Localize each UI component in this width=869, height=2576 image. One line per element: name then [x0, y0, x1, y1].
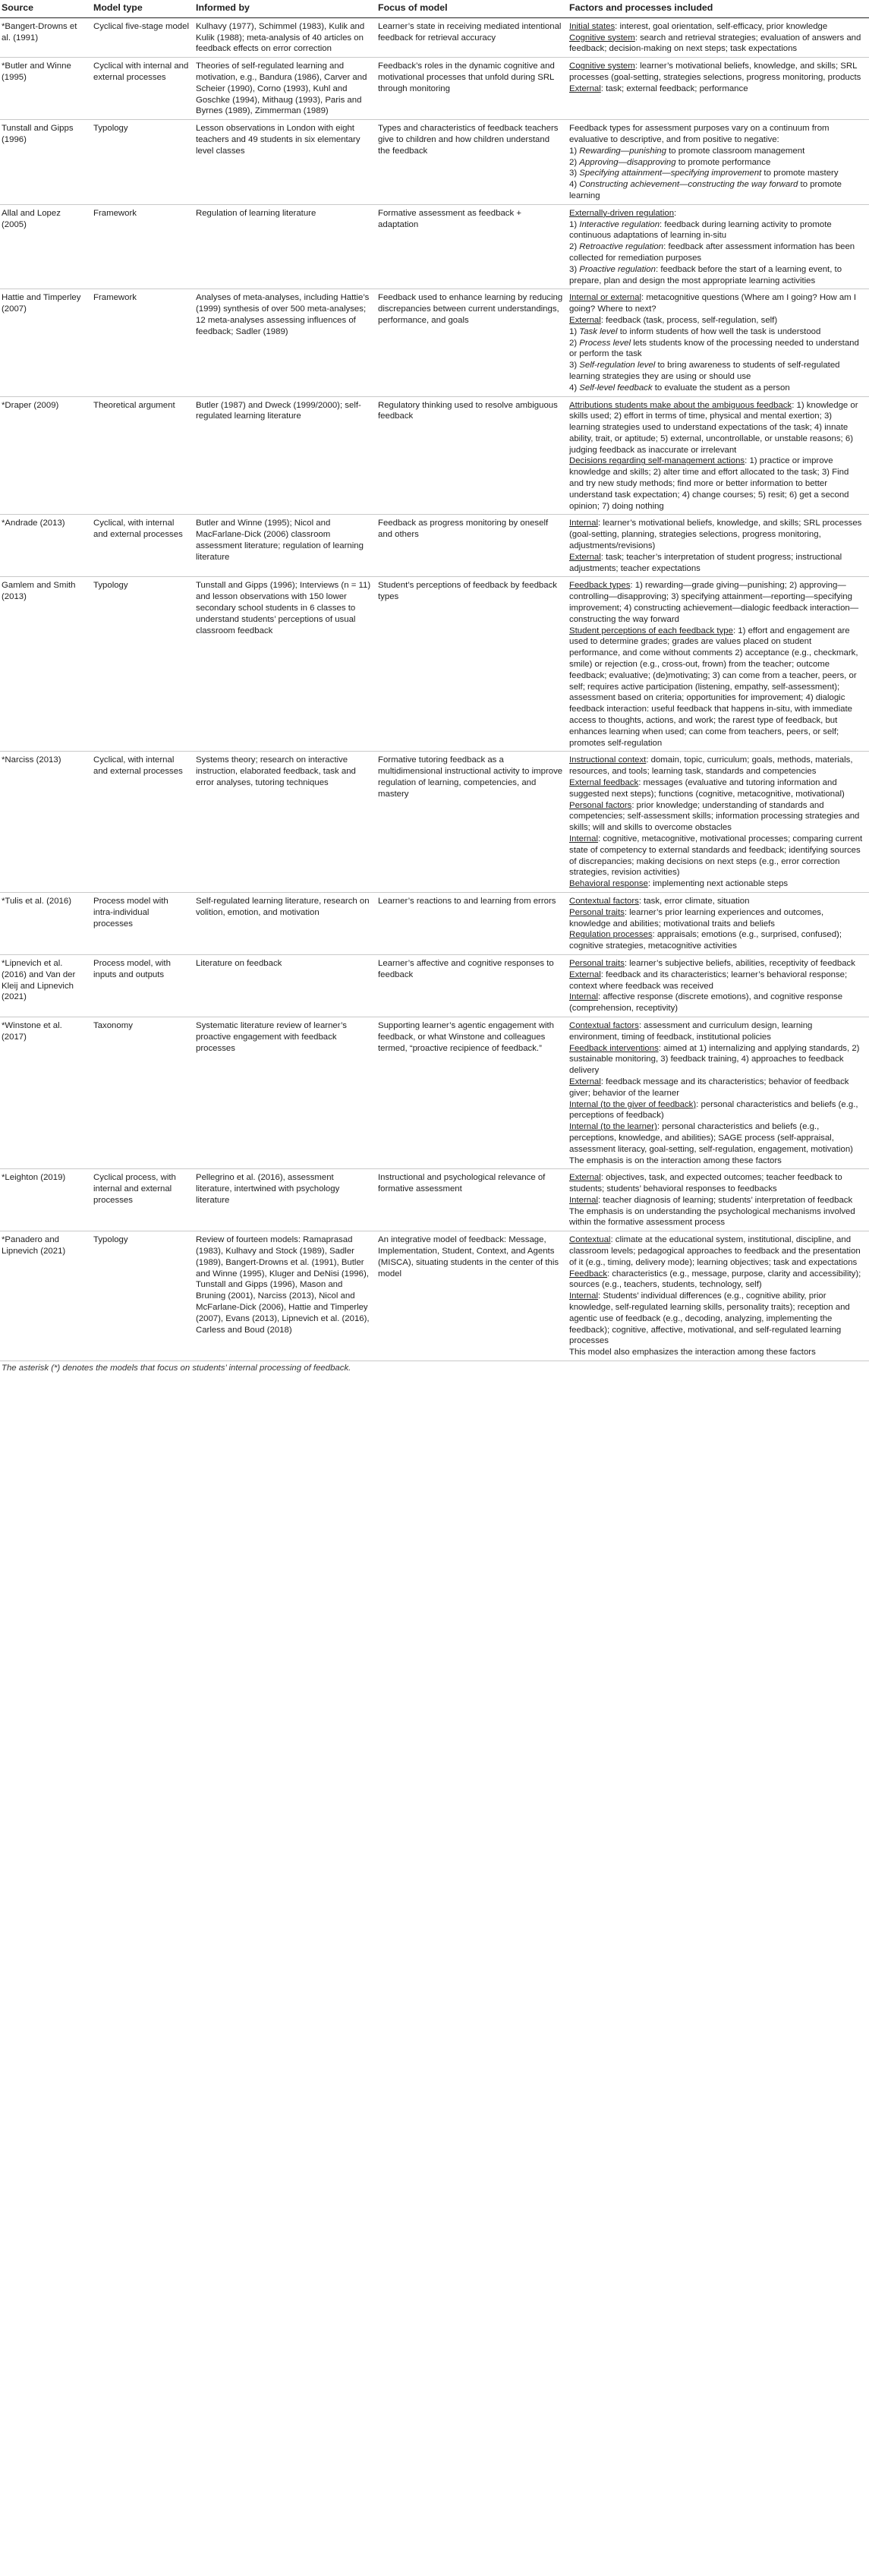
cell-source: *Narciss (2013)	[0, 752, 92, 893]
cell-source: *Leighton (2019)	[0, 1169, 92, 1231]
factor-text: to promote learning	[569, 180, 842, 200]
factor-heading: External	[569, 315, 601, 325]
cell-factors	[568, 1169, 869, 1231]
cell-informed-by: Systems theory; research on interactive instruction, elaborated feedback, task and error analyses, tutoring techniques	[194, 752, 376, 893]
factor-paragraph	[569, 1291, 864, 1347]
factor-text: 2)	[569, 338, 580, 348]
factor-heading: Contextual	[569, 1235, 611, 1245]
cell-source: *Andrade (2013)	[0, 515, 92, 577]
cell-informed-by: Literature on feedback	[194, 954, 376, 1017]
factor-heading: Personal traits	[569, 958, 625, 968]
cell-informed-by: Lesson observations in London with eight teachers and 49 students in six elementary level classes	[194, 120, 376, 205]
table-row	[0, 752, 869, 893]
factor-heading: Cognitive system	[569, 61, 635, 71]
factor-paragraph	[569, 518, 864, 551]
header-model-type: Model type	[92, 0, 194, 17]
cell-source: *Panadero and Lipnevich (2021)	[0, 1231, 92, 1361]
cell-focus: Regulatory thinking used to resolve ambiguous feedback	[376, 396, 568, 515]
factor-text: : metacognitive questions (Where am I going? How am I going? Where to next?	[569, 293, 856, 314]
cell-model-type: Process model with intra-individual processes	[92, 892, 194, 954]
cell-factors	[568, 17, 869, 57]
factor-text: This model also emphasizes the interaction among these factors	[569, 1348, 816, 1357]
factor-text: : assessment and curriculum design, learning environment, timing of feedback, institutional policies	[569, 1020, 813, 1042]
factor-paragraph	[569, 1043, 864, 1077]
factor-paragraph	[569, 241, 864, 264]
factor-paragraph	[569, 970, 864, 992]
cell-informed-by: Butler (1987) and Dweck (1999/2000); self-regulated learning literature	[194, 396, 376, 515]
factor-term: Retroactive regulation	[579, 242, 664, 252]
factor-paragraph	[569, 1172, 864, 1195]
factor-paragraph	[569, 1347, 864, 1358]
factor-heading: Feedback interventions	[569, 1043, 659, 1053]
factor-paragraph	[569, 61, 864, 84]
cell-informed-by: Butler and Winne (1995); Nicol and MacFarlane-Dick (2006) classroom assessment literature; regulation of learning literature	[194, 515, 376, 577]
cell-focus: Types and characteristics of feedback teachers give to children and how children understand the feedback	[376, 120, 568, 205]
factor-term: Task level	[579, 326, 618, 336]
cell-focus: Feedback as progress monitoring by oneself and others	[376, 515, 568, 577]
cell-model-type: Cyclical with internal and external processes	[92, 58, 194, 120]
factor-paragraph	[569, 1269, 864, 1291]
factor-text: Feedback types for assessment purposes vary on a continuum from evaluative to descriptive, and from positive to negative:	[569, 124, 830, 144]
table-row	[0, 892, 869, 954]
factor-text: : feedback after assessment information has been collected for remediation purposes	[569, 242, 855, 263]
cell-source: Allal and Lopez (2005)	[0, 204, 92, 289]
cell-source: *Butler and Winne (1995)	[0, 58, 92, 120]
factor-paragraph	[569, 84, 864, 95]
factor-text: to promote performance	[675, 157, 771, 167]
factor-text: : 1) rewarding—grade giving—punishing; 2) approving—controlling—disapproving; 3) specifying attainment—reporting—specifying improvement; 4) constructing achievement—dialogic feedback interaction—constructing the way forward	[569, 581, 859, 624]
factor-text: to inform students of how well the task is understood	[617, 326, 821, 336]
factor-paragraph	[569, 383, 864, 394]
factor-paragraph	[569, 33, 864, 55]
cell-informed-by: Analyses of meta-analyses, including Hattie’s (1999) synthesis of over 500 meta-analyses; 12 meta-analyses assessing influences of feedback; Sadler (1989)	[194, 289, 376, 396]
cell-model-type: Theoretical argument	[92, 396, 194, 515]
factor-heading: Internal	[569, 834, 598, 843]
factor-term: Process level	[579, 338, 631, 348]
factor-heading: Decisions regarding self-management actions	[569, 456, 745, 466]
factor-paragraph	[569, 1077, 864, 1099]
cell-model-type: Typology	[92, 577, 194, 752]
factor-heading: Contextual factors	[569, 896, 639, 906]
factor-paragraph	[569, 264, 864, 287]
factor-heading: Internal	[569, 1291, 598, 1301]
factor-term: Proactive regulation	[579, 264, 656, 274]
cell-factors	[568, 58, 869, 120]
factor-paragraph	[569, 958, 864, 970]
factor-heading: Internal (to the giver of feedback)	[569, 1099, 697, 1109]
factor-heading: Regulation processes	[569, 930, 653, 940]
cell-model-type: Typology	[92, 120, 194, 205]
header-source: Source	[0, 0, 92, 17]
factor-heading: Externally-driven regulation	[569, 208, 675, 218]
factor-text: : objectives, task, and expected outcomes; teacher feedback to students; students’ behavioral responses to feedbacks	[569, 1173, 842, 1194]
factor-text: : 1) practice or improve knowledge and skills; 2) alter time and effort allocated to the task; 3) Find and try new study methods; find more or better information to better understand task expectation; 4) change courses; 5) resit; 6) get a second opinion; 7) doing nothing	[569, 456, 849, 511]
cell-focus: Learner’s reactions to and learning from errors	[376, 892, 568, 954]
factor-text: 1)	[569, 326, 580, 336]
factor-text: :	[674, 208, 677, 218]
factor-term: Self-regulation level	[579, 361, 656, 370]
header-row	[0, 0, 869, 17]
factor-text: : 1) effort and engagement are used to determine grades; grades are values placed on student performance, and come without comments 2) acceptance (e.g., checkmark, smile) or rejection (e.g., cross-out, frown) from the teacher; outcome feedback; evaluative; (de)motivating; 3) can come from a teacher, peers, or self; requires active participation (listening, empathy, self-assessment); assessment based on criteria; opportunities for improvement; 4) dialogic feedback interaction: useful feedback that happens in-situ, with immediate access to thoughts, actions, and work; the rarest type of feedback, but enhances learning when used; can come from teachers, peers, or self; promotes self-regulation	[569, 626, 858, 748]
cell-source: *Tulis et al. (2016)	[0, 892, 92, 954]
factor-heading: Feedback	[569, 1269, 608, 1279]
factor-paragraph	[569, 315, 864, 326]
factor-text: : personal characteristics and beliefs (e.g., perceptions, knowledge, and abilities); SAGE process (self-appraisal, assessment literacy, goal-setting, self-regulation, engagement, motivation)	[569, 1122, 853, 1154]
factor-heading: Internal (to the learner)	[569, 1122, 657, 1132]
table-footnote: The asterisk (*) denotes the models that focus on students’ internal processing of feedback.	[2, 1364, 351, 1373]
factor-paragraph	[569, 755, 864, 777]
factor-paragraph	[569, 208, 864, 219]
factor-text: : search and retrieval strategies; evaluation of answers and feedback; decision-making on next steps; task expectations	[569, 33, 861, 54]
factor-paragraph	[569, 1234, 864, 1268]
factor-text: : domain, topic, curriculum; goals, methods, materials, resources, and tools; learning task, standards and competencies	[569, 755, 853, 777]
cell-informed-by: Review of fourteen models: Ramaprasad (1983), Kulhavy and Stock (1989), Sadler (1989), Bangert-Drowns et al. (1991), Butler and Winne (1995), Kluger and DeNisi (1996), Tunstall and Gipps (1996), Mason and Bruning (2001), Narciss (2013), Nicol and McFarlane-Dick (2006), Hattie and Timperley (2007), Evans (2013), Lipnevich et al. (2016), Carless and Boud (2018)	[194, 1231, 376, 1361]
cell-source: *Lipnevich et al. (2016) and Van der Kleij and Lipnevich (2021)	[0, 954, 92, 1017]
cell-focus: An integrative model of feedback: Message, Implementation, Student, Context, and Agents (MISCA), situating students in the center of this model	[376, 1231, 568, 1361]
cell-factors	[568, 892, 869, 954]
cell-source: Hattie and Timperley (2007)	[0, 289, 92, 396]
factor-text: to promote classroom management	[666, 146, 805, 156]
factor-heading: Internal	[569, 992, 598, 1002]
factor-text: : learner’s motivational beliefs, knowledge, and skills; SRL processes (goal-setting, strategies selections, progress monitoring, products	[569, 61, 861, 82]
factor-paragraph	[569, 878, 864, 890]
factor-text: : task, error climate, situation	[638, 896, 750, 906]
header-informed-by: Informed by	[194, 0, 376, 17]
table-row	[0, 515, 869, 577]
factor-heading: Internal	[569, 1195, 598, 1205]
factor-text: to promote mastery	[761, 169, 839, 178]
factor-heading: Internal	[569, 519, 598, 528]
factor-paragraph	[569, 360, 864, 383]
factor-heading: Student perceptions of each feedback type	[569, 626, 733, 635]
factor-paragraph	[569, 1156, 864, 1167]
factor-text: : appraisals; emotions (e.g., surprised, confused); cognitive strategies, metacognitive activities	[569, 930, 842, 951]
factor-paragraph	[569, 338, 864, 361]
factor-paragraph	[569, 219, 864, 242]
factor-heading: External	[569, 1077, 601, 1086]
factor-text: 3)	[569, 169, 580, 178]
cell-focus: Formative tutoring feedback as a multidimensional instructional activity to improve regulation of learning, competencies, and mastery	[376, 752, 568, 893]
cell-factors	[568, 752, 869, 893]
factor-heading: Behavioral response	[569, 879, 648, 889]
cell-informed-by: Self-regulated learning literature, research on volition, emotion, and motivation	[194, 892, 376, 954]
factor-text: : interest, goal orientation, self-efficacy, prior knowledge	[615, 21, 828, 31]
cell-informed-by: Tunstall and Gipps (1996); Interviews (n = 11) and lesson observations with 150 lower secondary school students in 6 classes to understand students’ perceptions of usual classroom feedback	[194, 577, 376, 752]
factor-text: : task; external feedback; performance	[600, 84, 748, 93]
factor-text: : cognitive, metacognitive, motivational processes; comparing current state of competency to external standards and feedback; identifying sources of discrepancies; making decisions on next steps (e.g., error correction strategies, revision activities)	[569, 834, 863, 878]
cell-model-type: Framework	[92, 289, 194, 396]
cell-model-type: Cyclical, with internal and external processes	[92, 515, 194, 577]
factor-text: lets students know of the processing needed to understand or perform the task	[569, 338, 859, 359]
cell-focus: Formative assessment as feedback + adaptation	[376, 204, 568, 289]
cell-informed-by: Regulation of learning literature	[194, 204, 376, 289]
factor-heading: Attributions students make about the ambiguous feedback	[569, 400, 792, 410]
factor-paragraph	[569, 929, 864, 952]
cell-factors	[568, 954, 869, 1017]
cell-focus: Instructional and psychological relevance of formative assessment	[376, 1169, 568, 1231]
header-factors: Factors and processes included	[568, 0, 869, 17]
factor-paragraph	[569, 1121, 864, 1155]
factor-text: : task; teacher’s interpretation of student progress; instructional adjustments; teacher expectations	[569, 552, 842, 573]
factor-text: : affective response (discrete emotions), and cognitive response (comprehension, receptivity)	[569, 992, 843, 1014]
cell-source: Gamlem and Smith (2013)	[0, 577, 92, 752]
factor-term: Constructing achievement—constructing the way forward	[579, 180, 798, 190]
factor-text: : implementing next actionable steps	[647, 879, 789, 889]
factor-heading: External	[569, 84, 601, 93]
cell-model-type: Cyclical five-stage model	[92, 17, 194, 57]
cell-model-type: Process model, with inputs and outputs	[92, 954, 194, 1017]
cell-focus: Supporting learner’s agentic engagement with feedback, or what Winstone and colleagues termed, “proactive recipience of feedback.”	[376, 1017, 568, 1168]
cell-factors	[568, 120, 869, 205]
factor-term: Approving—disapproving	[579, 157, 676, 167]
factor-paragraph	[569, 123, 864, 146]
factor-text: : learner’s subjective beliefs, abilities, receptivity of feedback	[624, 958, 855, 968]
factor-paragraph	[569, 1099, 864, 1122]
cell-informed-by: Kulhavy (1977), Schimmel (1983), Kulik and Kulik (1988); meta-analysis of 40 articles on feedback effects on error correction	[194, 17, 376, 57]
factor-paragraph	[569, 146, 864, 157]
factor-text: to evaluate the student as a person	[652, 383, 790, 393]
factor-text: 4)	[569, 180, 580, 190]
factor-text: to bring awareness to students of self-regulated learning strategies they are using or should use	[569, 361, 840, 381]
cell-informed-by: Theories of self-regulated learning and motivation, e.g., Bandura (1986), Carver and Scheier (1990), Corno (1993), Kuhl and Goschke (1994), Mithaug (1993), Paris and Byrnes (1989), Zimmerman (1989)	[194, 58, 376, 120]
factor-text: : feedback message and its characteristics; behavior of feedback giver; behavior of the learner	[569, 1077, 849, 1098]
cell-source: Tunstall and Gipps (1996)	[0, 120, 92, 205]
factor-text: : prior knowledge; understanding of standards and competencies; self-assessment skills; information processing strategies and skills; will and skills to overcome obstacles	[569, 800, 860, 833]
table-row	[0, 120, 869, 205]
factor-text: : personal characteristics and beliefs (e.g., perceptions of feedback)	[569, 1099, 858, 1121]
factor-paragraph	[569, 1206, 864, 1229]
factor-paragraph	[569, 1195, 864, 1206]
table-row	[0, 58, 869, 120]
cell-informed-by: Pellegrino et al. (2016), assessment literature, intertwined with psychology literature	[194, 1169, 376, 1231]
factor-text: 2)	[569, 242, 580, 252]
factor-heading: Instructional context	[569, 755, 647, 765]
factor-term: Rewarding—punishing	[579, 146, 666, 156]
factor-text: : 1) knowledge or skills used; 2) effort in terms of time, physical and mental exertion; 3) learning strategies used to understand expectations of the task; 4) innate ability, trait, or aptitude; 5) external, uncontrollable, or unstable reasons; 6) judging feedback as inaccurate or irrelevant	[569, 400, 858, 455]
cell-factors	[568, 204, 869, 289]
cell-source: *Draper (2009)	[0, 396, 92, 515]
factor-heading: Personal traits	[569, 907, 625, 917]
cell-model-type: Cyclical process, with internal and external processes	[92, 1169, 194, 1231]
cell-focus: Feedback used to enhance learning by reducing discrepancies between current understandings, performance, and goals	[376, 289, 568, 396]
cell-factors	[568, 396, 869, 515]
factor-paragraph	[569, 326, 864, 338]
cell-model-type: Taxonomy	[92, 1017, 194, 1168]
cell-informed-by: Systematic literature review of learner’s proactive engagement with feedback processes	[194, 1017, 376, 1168]
cell-focus: Learner’s state in receiving mediated intentional feedback for retrieval accuracy	[376, 17, 568, 57]
cell-model-type: Framework	[92, 204, 194, 289]
factor-paragraph	[569, 834, 864, 878]
header-focus: Focus of model	[376, 0, 568, 17]
factor-paragraph	[569, 157, 864, 169]
factor-text: 1)	[569, 146, 580, 156]
factor-text: 3)	[569, 361, 580, 370]
factor-heading: External	[569, 1173, 601, 1183]
table-row	[0, 1017, 869, 1168]
cell-focus: Feedback’s roles in the dynamic cognitive and motivational processes that unfold during SRL through monitoring	[376, 58, 568, 120]
factor-paragraph	[569, 179, 864, 202]
factor-paragraph	[569, 21, 864, 33]
factor-heading: Internal or external	[569, 293, 641, 303]
cell-source: *Winstone et al. (2017)	[0, 1017, 92, 1168]
factor-heading: External feedback	[569, 778, 639, 787]
cell-factors	[568, 515, 869, 577]
factor-paragraph	[569, 168, 864, 179]
table-row	[0, 1231, 869, 1361]
factor-paragraph	[569, 896, 864, 907]
factor-text: : feedback during learning activity to promote continuous adaptations of learning in-situ	[569, 219, 832, 241]
table-row	[0, 1169, 869, 1231]
factor-paragraph	[569, 456, 864, 512]
factor-text: : feedback and its characteristics; learner’s behavioral response; context where feedback was received	[569, 970, 848, 991]
factor-text: : learner’s motivational beliefs, knowledge, and skills; SRL processes (goal-setting, planning, strategies selections, progress monitoring, adjustments/revisions)	[569, 519, 862, 551]
factor-text: The emphasis is on understanding the psychological mechanisms involved within the formative assessment process	[569, 1206, 855, 1228]
cell-factors	[568, 289, 869, 396]
table-row	[0, 204, 869, 289]
factor-heading: Personal factors	[569, 800, 632, 810]
factor-paragraph	[569, 777, 864, 800]
factor-paragraph	[569, 552, 864, 575]
factor-text: The emphasis is on the interaction among these factors	[569, 1156, 782, 1165]
factor-text: : feedback (task, process, self-regulation, self)	[600, 315, 778, 325]
factor-paragraph	[569, 1020, 864, 1043]
factor-text: : learner’s prior learning experiences and outcomes, knowledge and abilities; motivational traits and beliefs	[569, 907, 824, 929]
factor-heading: Initial states	[569, 21, 616, 31]
table-row	[0, 17, 869, 57]
factor-text: 2)	[569, 157, 580, 167]
factor-text: 1)	[569, 219, 580, 229]
factor-heading: External	[569, 552, 601, 562]
factor-text: : aimed at 1) internalizing and applying standards, 2) sustainable monitoring, 3) feedback training, 4) approaches to feedback delivery	[569, 1043, 860, 1076]
factor-paragraph	[569, 992, 864, 1014]
factor-text: : characteristics (e.g., message, purpose, clarity and accessibility); sources (e.g., teachers, students, technology, self)	[569, 1269, 861, 1290]
cell-factors	[568, 1017, 869, 1168]
table-body	[0, 17, 869, 1361]
factor-text: : climate at the educational system, institutional, discipline, and classroom levels; pedagogical approaches to feedback and the presentation of it (e.g., timing, delivery mode); learning objectives; task and expectations	[569, 1235, 861, 1267]
factor-paragraph	[569, 292, 864, 315]
factor-text: : Students’ individual differences (e.g., cognitive ability, prior knowledge, self-regulated learning skills, personality traits); reception and agentic use of feedback (e.g., decoding, analyzing, implementing the feedback); cognitive, affective, motivational, and self-regulated learning processes	[569, 1291, 850, 1346]
cell-model-type: Cyclical, with internal and external processes	[92, 752, 194, 893]
factor-paragraph	[569, 907, 864, 930]
factor-heading: Contextual factors	[569, 1020, 639, 1030]
table-row	[0, 577, 869, 752]
factor-text: 3)	[569, 264, 580, 274]
cell-factors	[568, 577, 869, 752]
factor-term: Interactive regulation	[579, 219, 660, 229]
factor-heading: Feedback types	[569, 581, 631, 591]
table-row	[0, 954, 869, 1017]
factor-term: Self-level feedback	[579, 383, 653, 393]
factor-paragraph	[569, 626, 864, 749]
factor-text: : teacher diagnosis of learning; students’ interpretation of feedback	[598, 1195, 853, 1205]
cell-source: *Bangert-Drowns et al. (1991)	[0, 17, 92, 57]
table-row	[0, 396, 869, 515]
cell-factors	[568, 1231, 869, 1361]
factor-text: : messages (evaluative and tutoring information and suggested next steps); functions (cognitive, metacognitive, motivational)	[569, 778, 845, 799]
table-row	[0, 289, 869, 396]
factor-term: Specifying attainment—specifying improvement	[579, 169, 762, 178]
cell-model-type: Typology	[92, 1231, 194, 1361]
cell-focus: Student’s perceptions of feedback by feedback types	[376, 577, 568, 752]
factor-heading: Cognitive system	[569, 33, 635, 43]
factor-paragraph	[569, 400, 864, 456]
factor-paragraph	[569, 800, 864, 834]
factor-text: 4)	[569, 383, 580, 393]
factor-paragraph	[569, 580, 864, 625]
factor-text: : feedback before the start of a learning event, to prepare, plan and design the most appropriate learning activities	[569, 264, 842, 285]
cell-focus: Learner’s affective and cognitive responses to feedback	[376, 954, 568, 1017]
factor-heading: External	[569, 970, 601, 979]
